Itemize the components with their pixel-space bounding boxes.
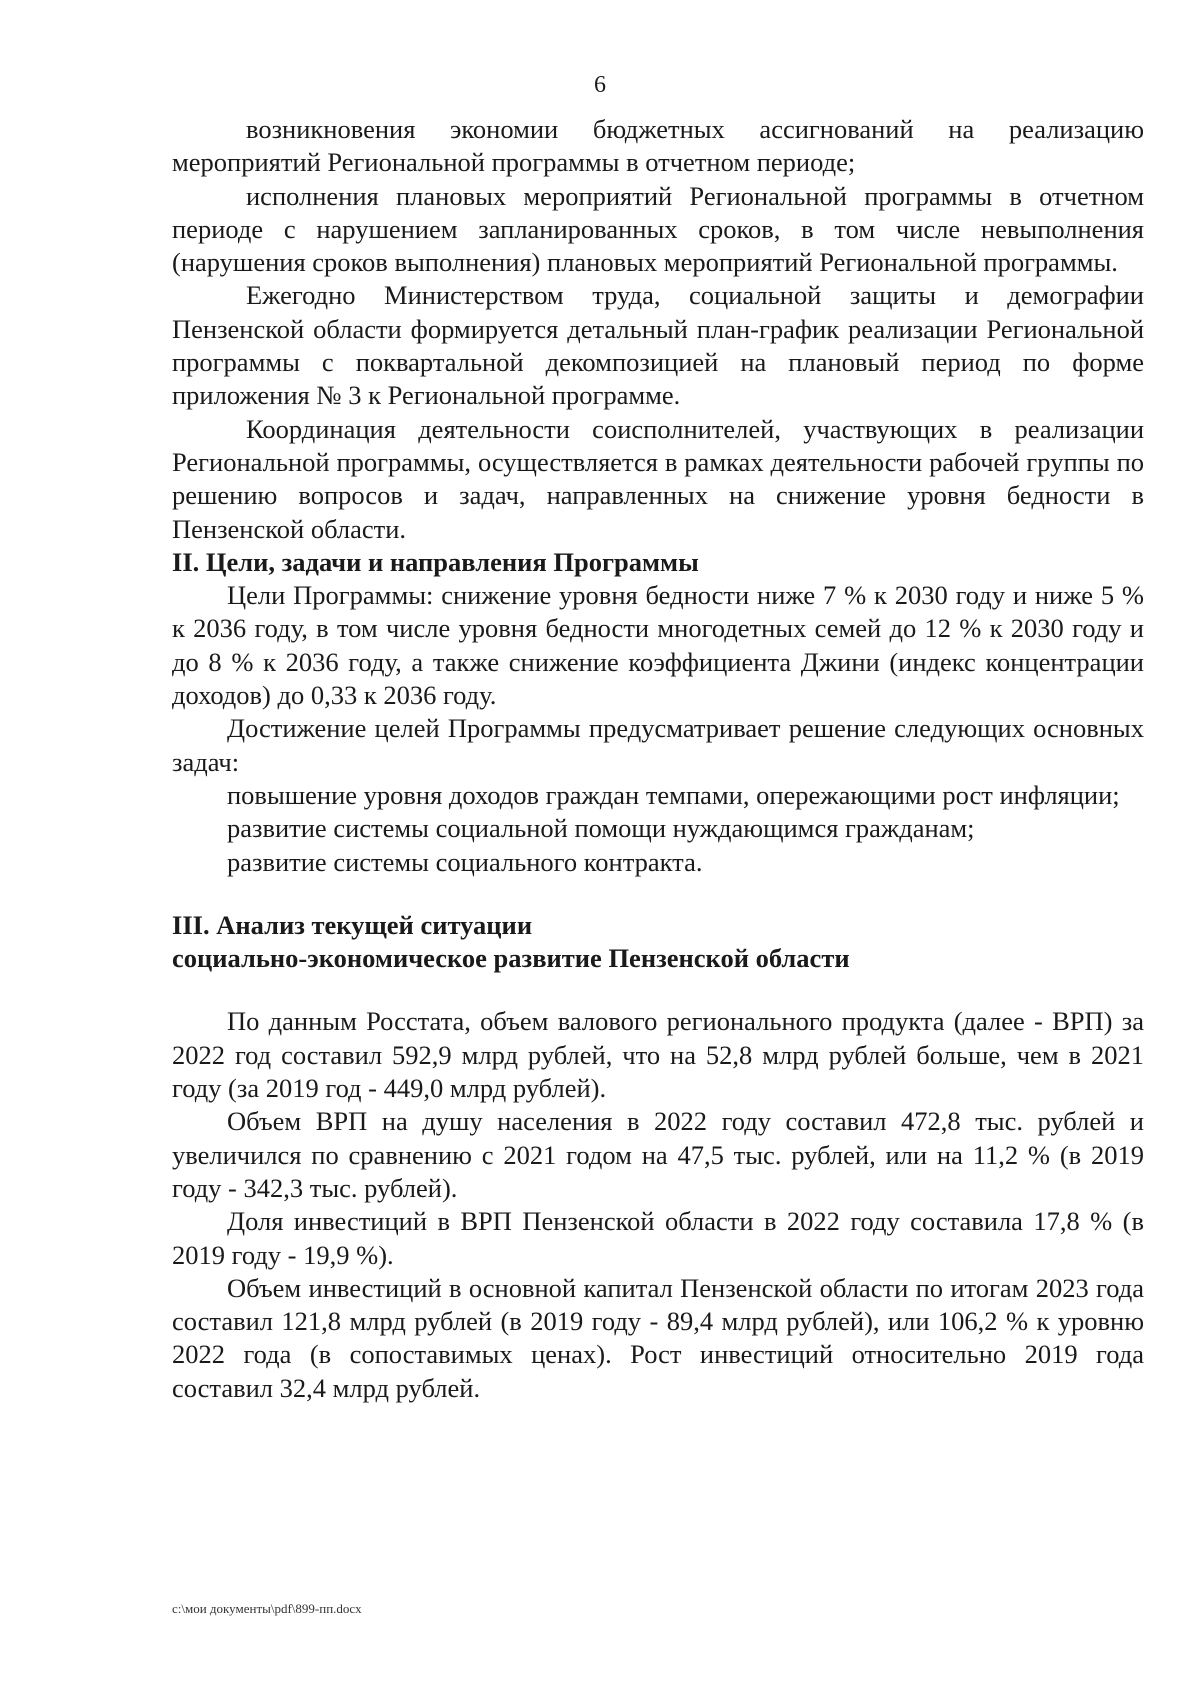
list-item: повышение уровня доходов граждан темпами, опережающими рост инфляции; <box>227 779 1120 810</box>
section-heading-block <box>172 909 1144 976</box>
section-heading: II. Цели, задачи и направления Программы <box>172 546 699 577</box>
paragraph: Объем ВРП на душу населения в 2022 году составил 472,8 тыс. рублей и увеличился по сравнению с 2021 годом на 47,5 тыс. рублей, или на 11,2 % (в 2019 году - 342,3 тыс. рублей). <box>172 1106 1144 1203</box>
paragraph: Координация деятельности соисполнителей, участвующих в реализации Региональной программы, осуществляется в рамках деятельности рабочей группы по решению вопросов и задач, направленных на снижение уровня бедности в Пензенской области. <box>172 413 1144 544</box>
document-body <box>172 113 1144 1405</box>
paragraph: Объем инвестиций в основной капитал Пензенской области по итогам 2023 года составил 121,8 млрд рублей (в 2019 году - 89,4 млрд рублей), или 106,2 % к уровню 2022 года (в сопоставимых ценах). Рост инвестиций относительно 2019 года составил 32,4 млрд рублей. <box>172 1272 1144 1403</box>
section-heading: III. Анализ текущей ситуации <box>172 909 533 940</box>
list-item: развитие системы социальной помощи нуждающимся гражданам; <box>227 813 975 844</box>
paragraph: исполнения плановых мероприятий Региональной программы в отчетном периоде с нарушением запланированных сроков, в том числе невыполнения (нарушения сроков выполнения) плановых мероприятий Региональной программы. <box>172 180 1144 278</box>
section-subheading: социально-экономическое развитие Пензенской области <box>172 943 850 974</box>
paragraph: По данным Росстата, объем валового регионального продукта (далее - ВРП) за 2022 год составил 592,9 млрд рублей, что на 52,8 млрд рублей больше, чем в 2021 году (за 2019 год - 449,0 млрд рублей). <box>172 1006 1144 1104</box>
page-number: 6 <box>594 72 606 98</box>
paragraph: Цели Программы: снижение уровня бедности ниже 7 % к 2030 году и ниже 5 % к 2036 году, в том числе уровня бедности многодетных семей до 12 % к 2030 году и до 8 % к 2036 году, а также снижение коэффициента Джини (индекс концентрации доходов) до 0,33 к 2036 году. <box>172 580 1144 711</box>
paragraph: Ежегодно Министерством труда, социальной защиты и демографии Пензенской области формируется детальный план-график реализации Региональной программы с поквартальной декомпозицией на плановый период по форме приложения № 3 к Региональной программе. <box>172 280 1144 411</box>
paragraph: Доля инвестиций в ВРП Пензенской области в 2022 году составила 17,8 % (в 2019 году - 19,9 %). <box>172 1206 1144 1270</box>
paragraph: возникновения экономии бюджетных ассигнований на реализацию мероприятий Региональной программы в отчетном периоде; <box>172 114 1144 178</box>
list-item: развитие системы социального контракта. <box>227 846 703 877</box>
paragraph: Достижение целей Программы предусматривает решение следующих основных задач: <box>172 713 1144 777</box>
file-path-footer: c:\мои документы\pdf\899-пп.docx <box>172 1601 362 1616</box>
